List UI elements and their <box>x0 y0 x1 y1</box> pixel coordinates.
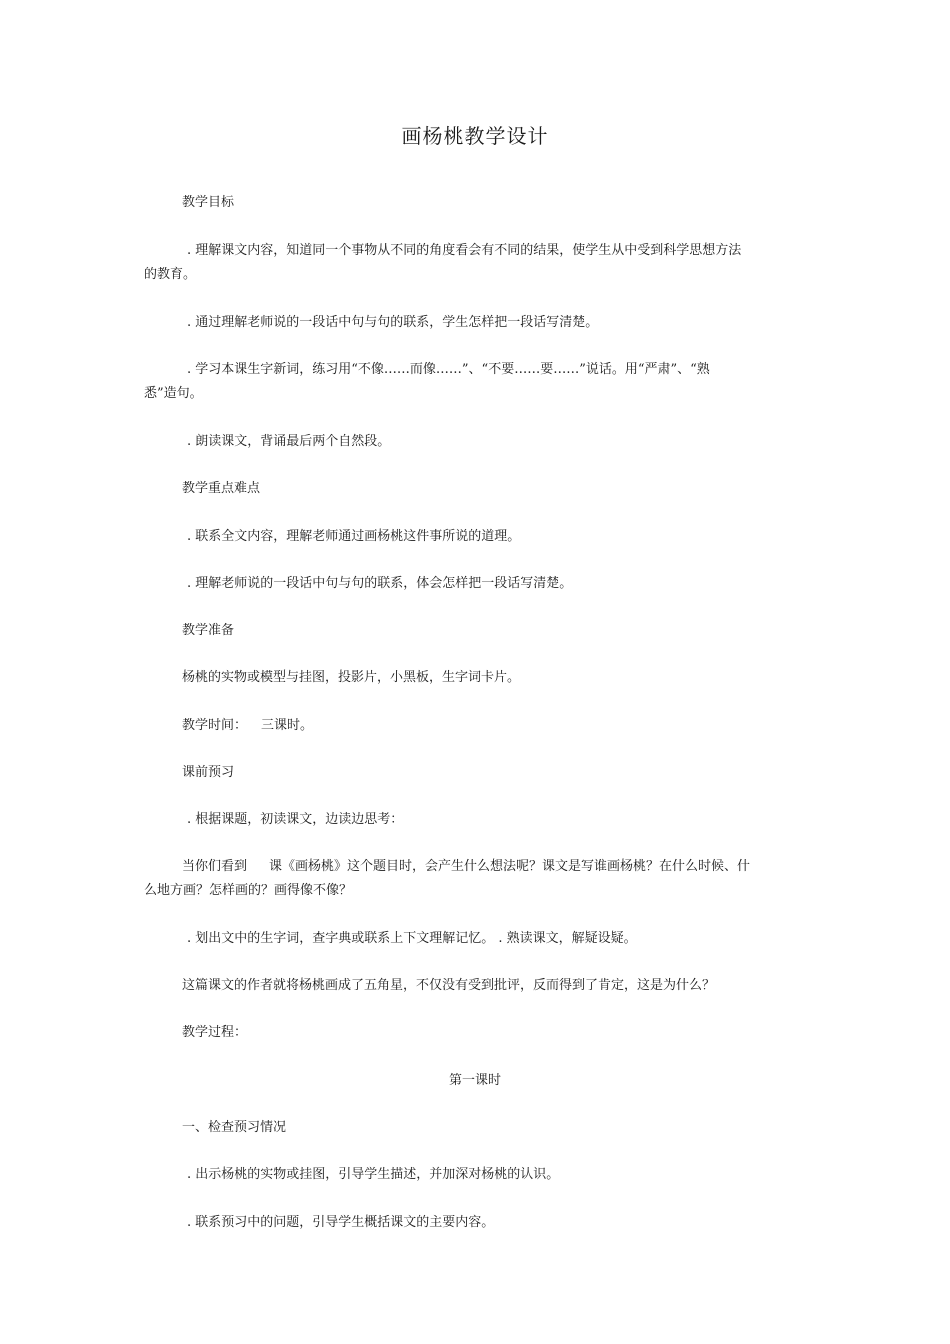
key-heading: 教学重点难点 <box>182 481 261 496</box>
goal-3-line1: . 学习本课生字新词，练习用“不像……而像……”、“不要……要……”说话。用“严肃”、“熟 <box>187 362 710 377</box>
preview-question-line2: 么地方画？怎样画的？画得像不像？ <box>144 883 353 898</box>
time-value: 三课时。 <box>261 718 314 733</box>
process-heading: 教学过程： <box>182 1025 248 1040</box>
goal-4: . 朗读课文，背诵最后两个自然段。 <box>187 434 391 449</box>
preview-question-part2: 课《画杨桃》这个题目时，会产生什么想法呢？课文是写谁画杨桃？在什么时候、什 <box>269 859 751 874</box>
lesson-1-heading: 第一课时 <box>448 1073 501 1088</box>
step-1-heading: 一、检查预习情况 <box>182 1120 287 1135</box>
goal-1-line2: 的教育。 <box>144 267 197 282</box>
preview-3: 这篇课文的作者就将杨桃画成了五角星，不仅没有受到批评，反而得到了肯定，这是为什么？ <box>182 978 716 993</box>
preview-question-line1 <box>182 856 750 877</box>
document-title: 画杨桃教学设计 <box>401 124 549 148</box>
time-label: 教学时间： <box>182 718 248 733</box>
key-1: . 联系全文内容，理解老师通过画杨桃这件事所说的道理。 <box>187 529 521 544</box>
preview-2: . 划出文中的生字词，查字典或联系上下文理解记忆。 . 熟读课文，解疑设疑。 <box>187 931 637 946</box>
goals-heading: 教学目标 <box>182 195 235 210</box>
step-1-b: . 联系预习中的问题，引导学生概括课文的主要内容。 <box>187 1215 495 1230</box>
step-1-a: . 出示杨桃的实物或挂图，引导学生描述，并加深对杨桃的认识。 <box>187 1167 560 1182</box>
preview-question-part1: 当你们看到 <box>182 859 248 874</box>
goal-1-line1: . 理解课文内容，知道同一个事物从不同的角度看会有不同的结果，使学生从中受到科学思想方法 <box>187 243 742 258</box>
preview-1: . 根据课题，初读课文，边读边思考： <box>187 812 404 827</box>
goal-2: . 通过理解老师说的一段话中句与句的联系，学生怎样把一段话写清楚。 <box>187 315 599 330</box>
teaching-time <box>182 715 313 736</box>
goal-3-line2: 悉”造句。 <box>144 386 203 401</box>
prep-heading: 教学准备 <box>182 623 235 638</box>
prep-text: 杨桃的实物或模型与挂图，投影片，小黑板，生字词卡片。 <box>182 670 521 685</box>
key-2: . 理解老师说的一段话中句与句的联系，体会怎样把一段话写清楚。 <box>187 576 573 591</box>
preview-heading: 课前预习 <box>182 765 235 780</box>
